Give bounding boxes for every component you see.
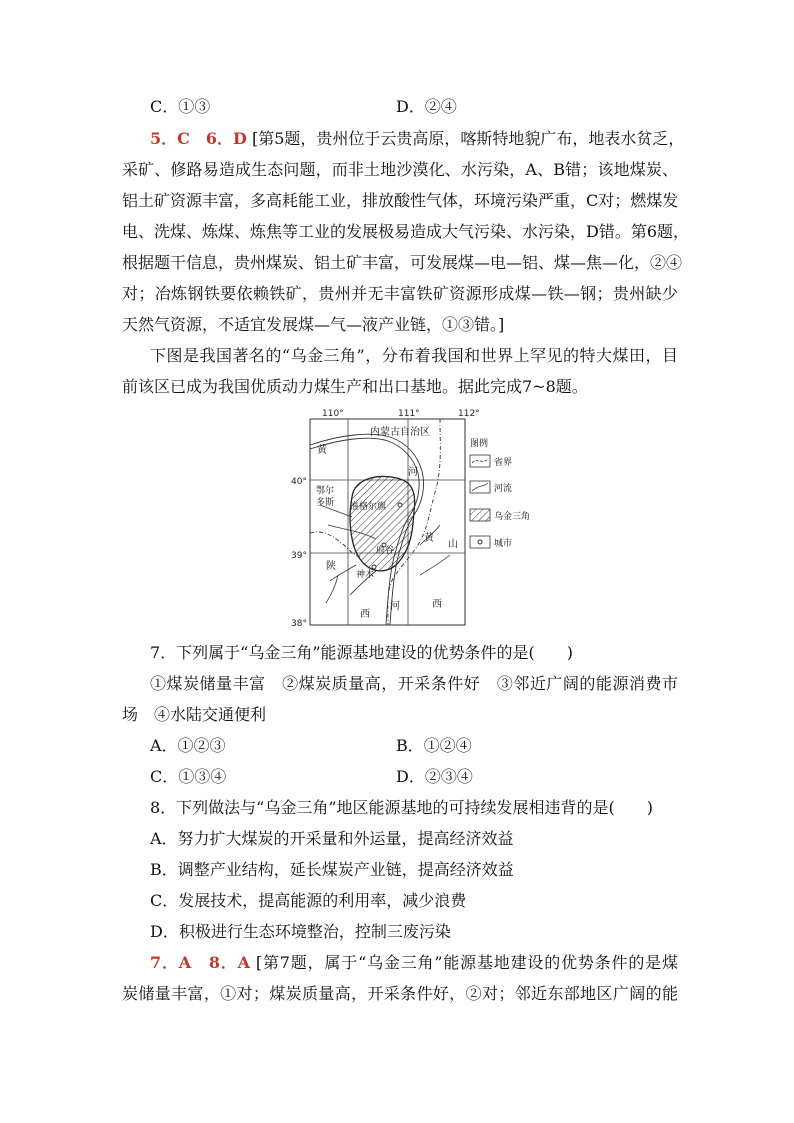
answer-7-8-line-1 bbox=[150, 952, 678, 974]
lat-label: 38° bbox=[291, 619, 307, 629]
q7-option-a: A．①②③ bbox=[150, 736, 226, 755]
q8-option-c: C．发展技术，提高能源的利用率，减少浪费 bbox=[150, 891, 467, 910]
q8-stem: 8．下列做法与“乌金三角”地区能源基地的可持续发展相违背的是( ) bbox=[150, 798, 654, 817]
answer-7-8-line-2: 炭储量丰富，①对；煤炭质量高，开采条件好，②对；邻近东部地区广阔的能 bbox=[122, 984, 678, 1003]
q7-conditions-line-2: 场 ④水陆交通便利 bbox=[122, 705, 267, 724]
legend-item: 河流 bbox=[494, 484, 513, 494]
legend-city-symbol bbox=[478, 540, 482, 544]
q7-option-b: B．①②④ bbox=[396, 736, 472, 755]
answer-text: [第7题，属于“乌金三角”能源基地建设的优势条件的是煤 bbox=[255, 953, 678, 972]
label-zhungeer: 准格尔旗 bbox=[350, 502, 387, 512]
label-eerduosi-1: 鄂尔 bbox=[316, 486, 335, 496]
answer-line: 铝土矿资源丰富，多高耗能工业，排放酸性气体，环境污染严重，C对；燃煤发 bbox=[122, 191, 679, 210]
legend-swatch-river bbox=[470, 481, 490, 493]
q7-conditions-line-1: ①煤炭储量丰富 ②煤炭质量高，开采条件好 ③邻近广阔的能源消费市 bbox=[150, 674, 678, 693]
legend-swatch-border bbox=[470, 455, 490, 467]
answer-line: 对；冶炼钢铁要依赖铁矿，贵州并无丰富铁矿资源形成煤—铁—钢；贵州缺少 bbox=[122, 284, 678, 303]
q8-option-b: B．调整产业结构，延长煤炭产业链，提高经济效益 bbox=[150, 860, 514, 879]
label-he: 河 bbox=[408, 467, 418, 478]
label-shan-right: 山 bbox=[448, 539, 458, 550]
answer-line: 采矿、修路易造成生态问题，而非土地沙漠化、水污染，A、B错；该地煤炭、 bbox=[122, 160, 678, 179]
answer-label-5-6: 5．C 6．D bbox=[150, 129, 247, 148]
label-huang-right: 黄 bbox=[424, 533, 434, 544]
label-huang: 黄 bbox=[317, 445, 327, 456]
option-c-prev: C．①③ bbox=[150, 97, 211, 116]
lon-label: 111° bbox=[398, 409, 420, 419]
lon-label: 112° bbox=[458, 409, 480, 419]
label-eerduosi-2: 多斯 bbox=[316, 498, 335, 508]
wujin-triangle-map bbox=[290, 405, 540, 630]
q7-option-c: C．①③④ bbox=[150, 767, 227, 786]
label-shenmu: 神木 bbox=[356, 570, 375, 580]
legend-title: 图例 bbox=[470, 439, 489, 449]
city-marker bbox=[398, 503, 402, 507]
answer-label-7-8: 7．A 8．A bbox=[150, 953, 251, 972]
option-d-prev: D．②④ bbox=[396, 97, 457, 116]
intro-line-1: 下图是我国著名的“乌金三角”，分布着我国和世界上罕见的特大煤田，目 bbox=[150, 346, 678, 365]
legend-swatch-wujin bbox=[470, 509, 490, 521]
intro-line-2: 前该区已成为我国优质动力煤生产和出口基地。据此完成7~8题。 bbox=[122, 377, 588, 396]
lon-label: 110° bbox=[322, 409, 344, 419]
q7-option-d: D．②③④ bbox=[396, 767, 473, 786]
label-he-bottom: 河 bbox=[390, 601, 400, 612]
q7-stem: 7．下列属于“乌金三角”能源基地建设的优势条件的是( ) bbox=[150, 643, 574, 662]
map-legend bbox=[470, 437, 530, 549]
label-fugu: 府谷 bbox=[376, 546, 395, 556]
lat-label: 39° bbox=[291, 551, 307, 561]
q8-option-d: D．积极进行生态环境整治，控制三废污染 bbox=[150, 922, 451, 941]
answer-5-6-line-1 bbox=[150, 128, 685, 150]
lat-label: 40° bbox=[291, 477, 307, 487]
answer-line: 根据题干信息，贵州煤炭、铝土矿丰富，可发展煤—电—铝、煤—焦—化，②④ bbox=[122, 253, 683, 272]
legend-item: 城市 bbox=[494, 539, 513, 549]
answer-text: [第5题，贵州位于云贵高原，喀斯特地貌广布，地表水贫乏， bbox=[251, 129, 685, 148]
label-xi-bottom: 西 bbox=[360, 609, 370, 620]
label-xi-right: 西 bbox=[432, 599, 442, 610]
label-shan-left: 陕 bbox=[326, 561, 336, 572]
legend-item: 省界 bbox=[494, 458, 513, 468]
answer-line: 电、洗煤、炼煤、炼焦等工业的发展极易造成大气污染、水污染，D错。第6题， bbox=[122, 222, 690, 241]
answer-line: 天然气资源，不适宜发展煤—气—液产业链，①③错。] bbox=[122, 315, 505, 334]
city-marker bbox=[372, 565, 376, 569]
legend-item: 乌金三角 bbox=[494, 512, 531, 522]
q8-option-a: A．努力扩大煤炭的开采量和外运量，提高经济效益 bbox=[150, 829, 514, 848]
label-neimenggu: 内蒙古自治区 bbox=[370, 427, 430, 438]
